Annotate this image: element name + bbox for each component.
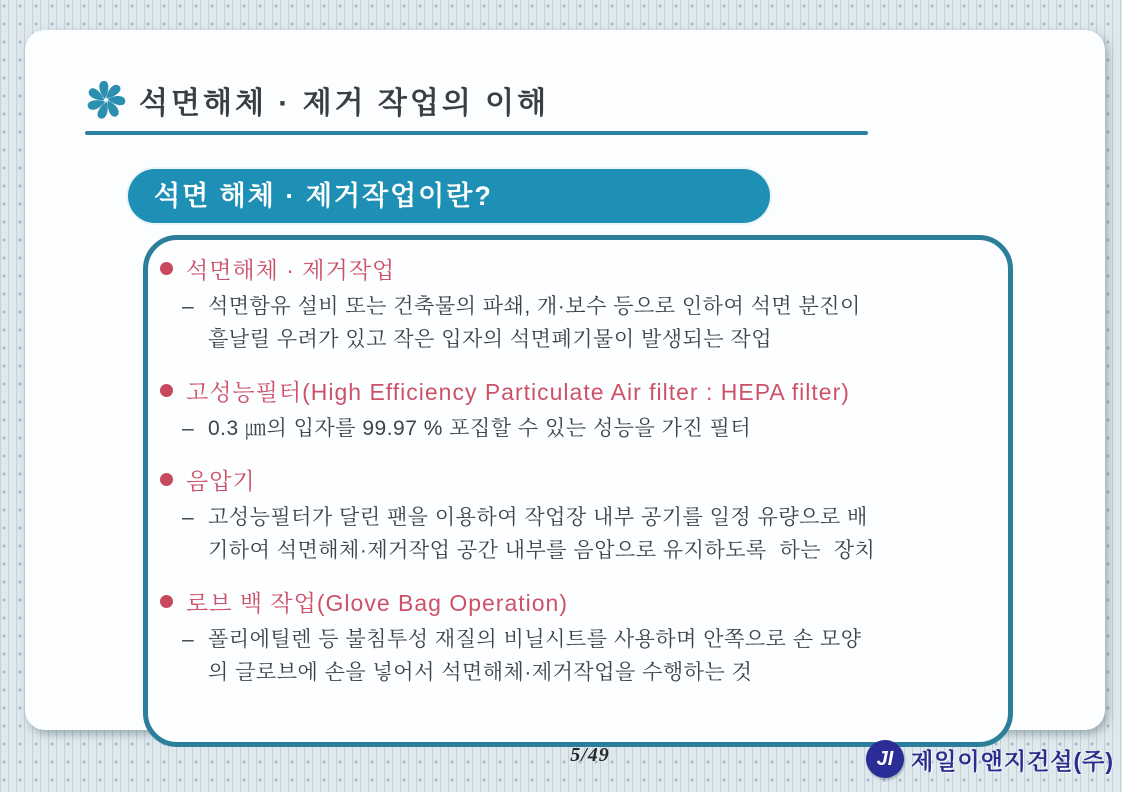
title-underline: [85, 131, 868, 135]
logo-monogram: JI: [876, 747, 894, 770]
definition-text: 석면함유 설비 또는 건축물의 파쇄, 개·보수 등으로 인하여 석면 분진이: [208, 295, 861, 318]
pinwheel-icon: [85, 79, 127, 121]
definition-box: [143, 235, 1013, 747]
slide-card: [25, 30, 1105, 730]
definition-line: [182, 412, 988, 445]
definition-line: [182, 323, 988, 356]
bullet-term-row: [160, 587, 988, 615]
definition-line: [182, 501, 988, 534]
page-number: 5/49: [570, 744, 610, 766]
bullet-item-negative-pressure-unit: [160, 465, 988, 567]
bullet-item-asbestos-removal: [160, 254, 988, 356]
bullet-term: 고성능필터(High Efficiency Particulate Air filter : HEPA filter): [186, 378, 850, 405]
definition-text: 폴리에틸렌 등 불침투성 재질의 비닐시트를 사용하며 안쪽으로 손 모양: [208, 628, 862, 651]
dash: –: [182, 417, 195, 440]
bullet-dot-icon: [160, 384, 173, 397]
bullet-term-row: [160, 465, 988, 493]
definition-line: [182, 290, 988, 323]
page-title: 석면해체 · 제거 작업의 이해: [139, 87, 550, 120]
section-header-pill: [128, 169, 770, 223]
definition-text: 흩날릴 우려가 있고 작은 입자의 석면폐기물이 발생되는 작업: [208, 328, 772, 351]
bullet-term: 석면해체 · 제거작업: [186, 256, 396, 283]
bullet-dot-icon: [160, 595, 173, 608]
definition-text: 고성능필터가 달린 팬을 이용하여 작업장 내부 공기를 일정 유량으로 배: [208, 506, 868, 529]
slide-title-row: [85, 78, 549, 122]
bullet-term-row: [160, 376, 988, 404]
section-header-label: 석면 해체 · 제거작업이란?: [154, 181, 493, 211]
dash: –: [182, 295, 195, 318]
definition-line: [182, 534, 988, 567]
bullet-term: 음압기: [186, 467, 256, 494]
logo-circle-icon: [866, 740, 904, 778]
bullet-dot-icon: [160, 262, 173, 275]
definition-text: 0.3 ㎛의 입자를 99.97 % 포집할 수 있는 성능을 가진 필터: [208, 417, 752, 440]
definition-text: 기하여 석면해체·제거작업 공간 내부를 음압으로 유지하도록 하는 장치: [208, 539, 876, 562]
definition-text: 의 글로브에 손을 넣어서 석면해체·제거작업을 수행하는 것: [208, 661, 753, 684]
definition-line: [182, 623, 988, 656]
bullet-term: 로브 백 작업(Glove Bag Operation): [186, 589, 568, 616]
bullet-item-hepa-filter: [160, 376, 988, 445]
company-name: 제일이앤지건설(주): [911, 747, 1115, 774]
bullet-term-row: [160, 254, 988, 282]
company-logo: [866, 740, 1114, 778]
bullet-dot-icon: [160, 473, 173, 486]
definition-line: [182, 656, 988, 689]
dash: –: [182, 506, 195, 529]
bullet-item-glove-bag-operation: [160, 587, 988, 689]
dash: –: [182, 628, 195, 651]
